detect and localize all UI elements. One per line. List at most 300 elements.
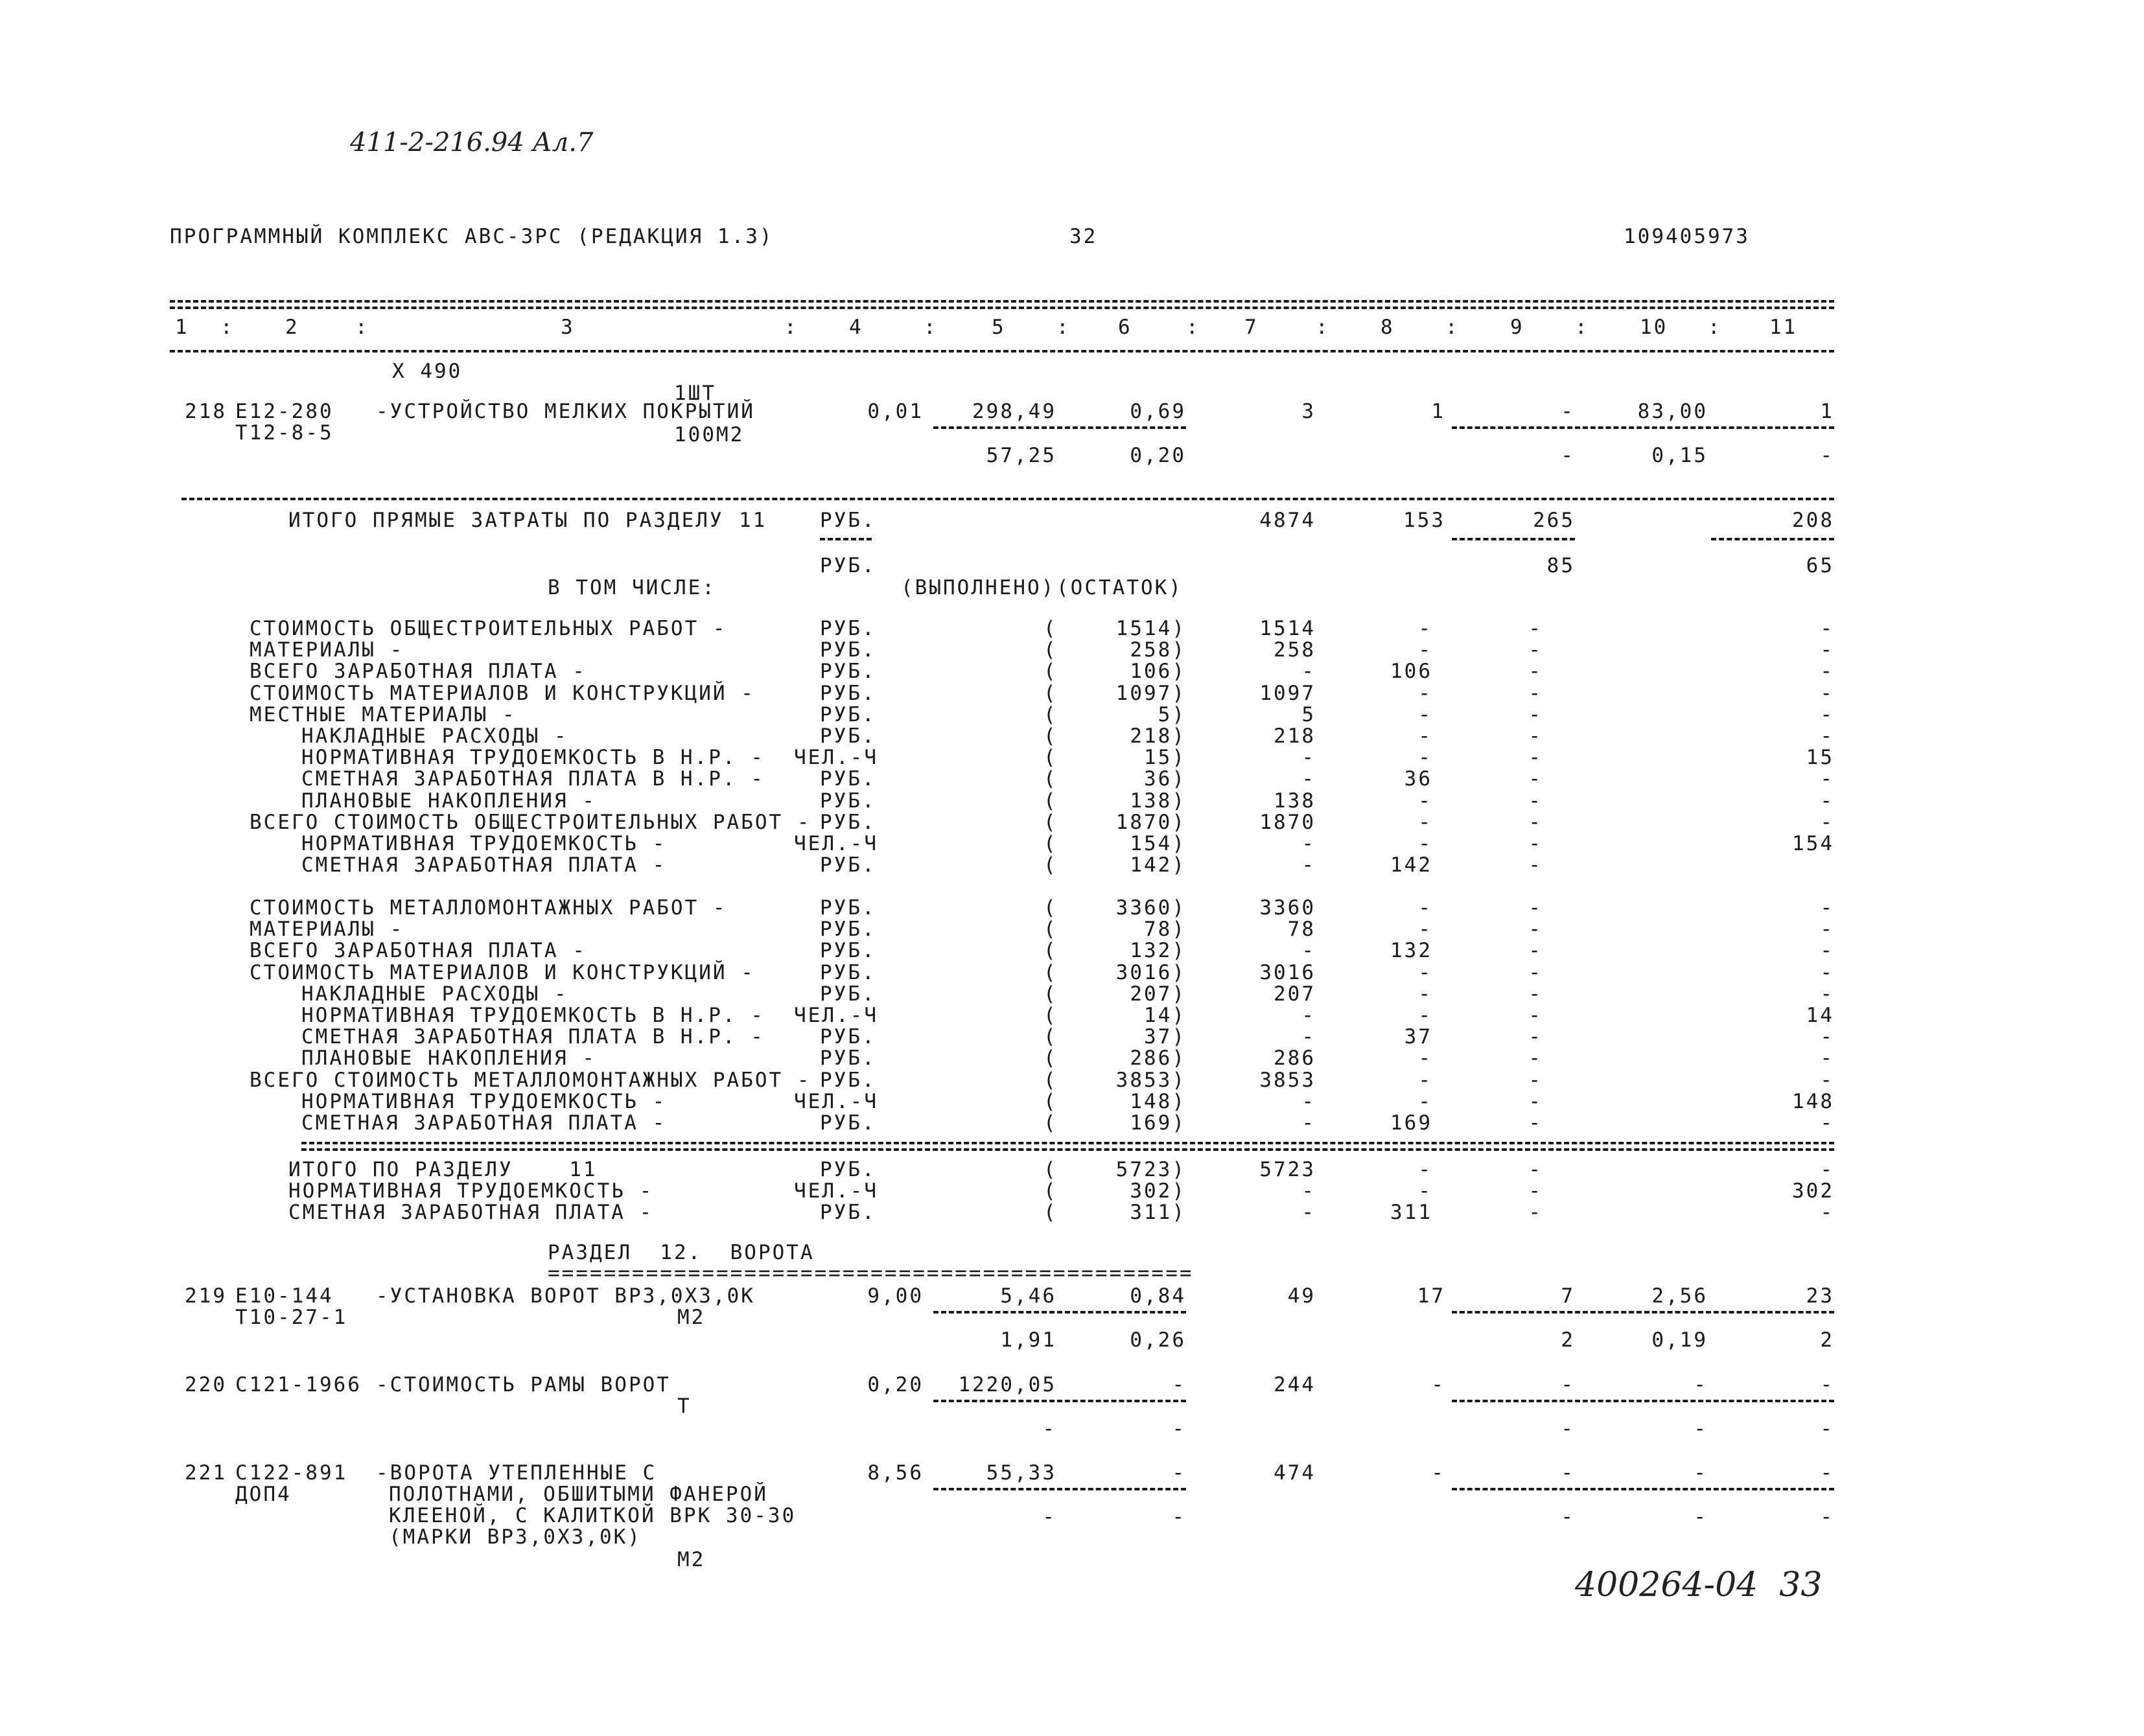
subtotal-rule (301, 1142, 1834, 1144)
column-header-2: 2 (285, 316, 299, 339)
metallomontazh-row-v8: - (1418, 961, 1432, 984)
column-header-6: 6 (1118, 316, 1132, 339)
section-total-row-v7: 5723 (1259, 1158, 1316, 1181)
metallomontazh-row-label: СТОИМОСТЬ МЕТАЛЛОМОНТАЖНЫХ РАБОТ - (250, 896, 727, 920)
obshchestroit-row-v9: - (1528, 660, 1543, 683)
item-221-name-line: КЛЕЕНОЙ, С КАЛИТКОЙ ВРК 30-30 (389, 1504, 797, 1527)
item-219-c8: 17 (1417, 1284, 1445, 1308)
obshchestroit-row-paren-open: ( (1043, 789, 1058, 813)
item-218-c9b: - (1561, 444, 1575, 467)
obshchestroit-row-unit: РУБ. (820, 660, 876, 683)
metallomontazh-row-paren-open: ( (1043, 918, 1058, 941)
metallomontazh-row-v9: - (1528, 1069, 1543, 1092)
item-218-prefix: X 490 (392, 360, 463, 383)
metallomontazh-row-v7: 3853 (1259, 1069, 1316, 1092)
obshchestroit-row-v6: 1097) (1115, 682, 1186, 705)
metallomontazh-row-v6: 148) (1130, 1090, 1186, 1113)
section-total-row-label: СМЕТНАЯ ЗАРАБОТНАЯ ПЛАТА - (288, 1201, 654, 1224)
item-221-c11: - (1820, 1461, 1834, 1485)
metallomontazh-row-unit: РУБ. (820, 1069, 876, 1092)
totals-rule-c9 (1452, 538, 1575, 540)
metallomontazh-row-v8: - (1418, 1069, 1432, 1092)
obshchestroit-row-label: МЕСТНЫЕ МАТЕРИАЛЫ - (250, 703, 517, 726)
metallomontazh-row-v7: - (1301, 1004, 1316, 1027)
obshchestroit-row-v7: 138 (1274, 789, 1316, 813)
metallomontazh-row-v9: - (1528, 1025, 1543, 1048)
obshchestroit-row-v7: 1514 (1259, 617, 1316, 640)
item-219-c5: 5,46 (1000, 1284, 1056, 1308)
metallomontazh-row-paren-open: ( (1043, 1111, 1058, 1135)
metallomontazh-row-v6: 169) (1130, 1111, 1186, 1135)
item-221-c6: - (1172, 1461, 1186, 1485)
obshchestroit-row-v11: - (1820, 638, 1834, 662)
metallomontazh-row-unit: РУБ. (820, 918, 876, 941)
metallomontazh-row-paren-open: ( (1043, 1090, 1058, 1113)
obshchestroit-row-label: МАТЕРИАЛЫ - (250, 638, 404, 662)
column-header-9: 9 (1510, 316, 1524, 339)
section-total-row-v8: 311 (1390, 1201, 1432, 1224)
item-220-c11b: - (1820, 1417, 1834, 1441)
obshchestroit-row-unit: РУБ. (820, 853, 876, 877)
section-total-row-unit: РУБ. (820, 1158, 876, 1181)
obshchestroit-row-v9: - (1528, 703, 1543, 726)
item-218-c11: 1 (1820, 400, 1834, 423)
metallomontazh-row-unit: РУБ. (820, 1025, 876, 1048)
obshchestroit-row-v6: 142) (1130, 853, 1186, 877)
obshchestroit-row-v8: - (1418, 789, 1432, 813)
item-221-c8: - (1431, 1461, 1445, 1485)
metallomontazh-row-v11: - (1820, 918, 1834, 941)
metallomontazh-row-v7: 286 (1274, 1047, 1316, 1070)
section-total-row-label: НОРМАТИВНАЯ ТРУДОЕМКОСТЬ - (288, 1179, 654, 1203)
metallomontazh-row-v6: 14) (1144, 1004, 1186, 1027)
obshchestroit-row-paren-open: ( (1043, 832, 1058, 855)
obshchestroit-row-v7: - (1301, 767, 1316, 791)
metallomontazh-row-v8: - (1418, 918, 1432, 941)
obshchestroit-row-label: НОРМАТИВНАЯ ТРУДОЕМКОСТЬ - (301, 832, 667, 855)
column-separator: : (1575, 316, 1589, 339)
totals-label: ИТОГО ПРЯМЫЕ ЗАТРАТЫ ПО РАЗДЕЛУ (288, 509, 724, 532)
metallomontazh-row-unit: РУБ. (820, 896, 876, 920)
item-221-name-line: (МАРКИ ВР3,0Х3,0К) (389, 1525, 642, 1549)
metallomontazh-row-unit: РУБ. (820, 1047, 876, 1070)
metallomontazh-row-label: СМЕТНАЯ ЗАРАБОТНАЯ ПЛАТА В Н.Р. - (301, 1025, 765, 1048)
item-219-c10b: 0,19 (1651, 1328, 1708, 1352)
section-total-row-v7: - (1301, 1201, 1316, 1224)
totals-c11: 208 (1792, 509, 1834, 532)
item-220-rule2 (1452, 1400, 1834, 1402)
obshchestroit-row-paren-open: ( (1043, 682, 1058, 705)
obshchestroit-row-label: ВСЕГО ЗАРАБОТНАЯ ПЛАТА - (250, 660, 587, 683)
obshchestroit-row-v8: 36 (1404, 767, 1432, 791)
totals-section: 11 (739, 509, 767, 532)
item-220-code: С121-1966 (235, 1373, 362, 1396)
obshchestroit-row-label: СТОИМОСТЬ МАТЕРИАЛОВ И КОНСТРУКЦИЙ - (250, 682, 755, 705)
metallomontazh-row-v8: - (1418, 1004, 1432, 1027)
program-title: ПРОГРАММНЫЙ КОМПЛЕКС АВС-3РС (РЕДАКЦИЯ 1.3) (170, 225, 774, 248)
obshchestroit-row-v7: - (1301, 746, 1316, 769)
totals-unit: РУБ. (820, 509, 876, 532)
item-218-unit-top: 1ШТ (674, 382, 716, 405)
item-220-name: -СТОИМОСТЬ РАМЫ ВОРОТ (376, 1373, 671, 1396)
item-221-rule2 (1452, 1488, 1834, 1490)
obshchestroit-row-unit: РУБ. (820, 682, 876, 705)
metallomontazh-row-v9: - (1528, 918, 1543, 941)
totals-c9: 265 (1533, 509, 1575, 532)
section-total-row-v7: - (1301, 1179, 1316, 1203)
metallomontazh-row-v9: - (1528, 896, 1543, 920)
item-221-c5: 55,33 (986, 1461, 1056, 1485)
metallomontazh-row-v9: - (1528, 982, 1543, 1006)
obshchestroit-row-v6: 154) (1130, 832, 1186, 855)
section-total-row-v6: 5723) (1115, 1158, 1186, 1181)
obshchestroit-row-v11: - (1820, 811, 1834, 834)
obshchestroit-row-v11: - (1820, 767, 1834, 791)
column-separator: : (1316, 316, 1330, 339)
section-total-row-v9: - (1528, 1201, 1543, 1224)
metallomontazh-row-unit: РУБ. (820, 1111, 876, 1135)
obshchestroit-row-unit: РУБ. (820, 811, 876, 834)
item-219-c9: 7 (1561, 1284, 1575, 1308)
obshchestroit-row-v6: 106) (1130, 660, 1186, 683)
section-total-row-v8: - (1418, 1158, 1432, 1181)
metallomontazh-row-v11: - (1820, 961, 1834, 984)
obshchestroit-row-label: СМЕТНАЯ ЗАРАБОТНАЯ ПЛАТА В Н.Р. - (301, 767, 765, 791)
metallomontazh-row-paren-open: ( (1043, 961, 1058, 984)
column-separator: : (784, 316, 798, 339)
obshchestroit-row-v8: - (1418, 682, 1432, 705)
item-219-code2: Т10-27-1 (235, 1306, 348, 1329)
metallomontazh-row-unit: ЧЕЛ.-Ч (794, 1090, 878, 1113)
metallomontazh-row-unit: РУБ. (820, 939, 876, 962)
item-219-c11: 23 (1806, 1284, 1834, 1308)
item-220-c9: - (1561, 1373, 1575, 1396)
obshchestroit-row-v11: - (1820, 703, 1834, 726)
section-rule (181, 498, 1834, 500)
item-219-rule2 (1452, 1311, 1834, 1314)
metallomontazh-row-v7: - (1301, 1090, 1316, 1113)
metallomontazh-row-v7: 3016 (1259, 961, 1316, 984)
metallomontazh-row-label: СТОИМОСТЬ МАТЕРИАЛОВ И КОНСТРУКЦИЙ - (250, 961, 755, 984)
metallomontazh-row-paren-open: ( (1043, 1069, 1058, 1092)
metallomontazh-row-v6: 3853) (1115, 1069, 1186, 1092)
obshchestroit-row-paren-open: ( (1043, 746, 1058, 769)
item-221-c10b: - (1694, 1505, 1708, 1529)
obshchestroit-row-v8: - (1418, 703, 1432, 726)
subtotal-rule-2 (301, 1148, 1834, 1151)
metallomontazh-row-paren-open: ( (1043, 982, 1058, 1006)
item-218-unit: 100М2 (674, 423, 745, 446)
item-219-code: Е10-144 (235, 1284, 334, 1308)
handwritten-doc-code: 411-2-216.94 Ал.7 (350, 128, 594, 157)
item-220-c5b: - (1042, 1417, 1056, 1441)
metallomontazh-row-v7: 78 (1287, 918, 1316, 941)
metallomontazh-row-paren-open: ( (1043, 939, 1058, 962)
column-header-4: 4 (849, 316, 863, 339)
column-header-5: 5 (992, 316, 1006, 339)
section-total-row-unit: ЧЕЛ.-Ч (794, 1179, 878, 1203)
obshchestroit-row-unit: РУБ. (820, 703, 876, 726)
item-218-code: Е12-280 (235, 400, 334, 423)
metallomontazh-row-paren-open: ( (1043, 1047, 1058, 1070)
metallomontazh-row-v11: - (1820, 1069, 1834, 1092)
totals-unit2: РУБ. (820, 554, 876, 577)
obshchestroit-row-v11: - (1820, 789, 1834, 813)
item-218-c10b: 0,15 (1651, 444, 1708, 467)
item-219-c9b: 2 (1561, 1328, 1575, 1352)
metallomontazh-row-label: СМЕТНАЯ ЗАРАБОТНАЯ ПЛАТА - (301, 1111, 667, 1135)
obshchestroit-row-v6: 258) (1130, 638, 1186, 662)
totals-c11b: 65 (1806, 554, 1834, 577)
obshchestroit-row-v7: 258 (1274, 638, 1316, 662)
obshchestroit-row-v9: - (1528, 767, 1543, 791)
metallomontazh-row-v8: - (1418, 1047, 1432, 1070)
item-220-c4: 0,20 (867, 1373, 924, 1396)
item-219-c10: 2,56 (1651, 1284, 1708, 1308)
metallomontazh-row-v11: - (1820, 1025, 1834, 1048)
obshchestroit-row-paren-open: ( (1043, 703, 1058, 726)
item-218-c4: 0,01 (867, 400, 924, 423)
section-total-row-v6: 311) (1130, 1201, 1186, 1224)
metallomontazh-row-v9: - (1528, 1090, 1543, 1113)
item-218-c6b: 0,20 (1130, 444, 1186, 467)
obshchestroit-row-label: ВСЕГО СТОИМОСТЬ ОБЩЕСТРОИТЕЛЬНЫХ РАБОТ - (250, 811, 811, 834)
item-219-name: -УСТАНОВКА ВОРОТ ВР3,0Х3,0К (376, 1284, 755, 1308)
item-220-c11: - (1820, 1373, 1834, 1396)
including-label: В ТОМ ЧИСЛЕ: (548, 576, 716, 599)
item-221-code: С122-891 (235, 1461, 348, 1485)
metallomontazh-row-v6: 132) (1130, 939, 1186, 962)
obshchestroit-row-v11: - (1820, 724, 1834, 748)
item-218-name: -УСТРОЙСТВО МЕЛКИХ ПОКРЫТИЙ (376, 400, 755, 423)
metallomontazh-row-v9: - (1528, 1004, 1543, 1027)
metallomontazh-row-v9: - (1528, 939, 1543, 962)
metallomontazh-row-label: ВСЕГО ЗАРАБОТНАЯ ПЛАТА - (250, 939, 587, 962)
obshchestroit-row-paren-open: ( (1043, 638, 1058, 662)
metallomontazh-row-label: НАКЛАДНЫЕ РАСХОДЫ - (301, 982, 568, 1006)
obshchestroit-row-v8: - (1418, 811, 1432, 834)
metallomontazh-row-v9: - (1528, 1047, 1543, 1070)
metallomontazh-row-label: ВСЕГО СТОИМОСТЬ МЕТАЛЛОМОНТАЖНЫХ РАБОТ - (250, 1069, 811, 1092)
column-separator: : (1056, 316, 1071, 339)
metallomontazh-row-unit: РУБ. (820, 961, 876, 984)
section-total-row-label: ИТОГО ПО РАЗДЕЛУ 11 (288, 1158, 598, 1181)
obshchestroit-row-unit: РУБ. (820, 789, 876, 813)
obshchestroit-row-v7: 1097 (1259, 682, 1316, 705)
item-219-num: 219 (185, 1284, 227, 1308)
item-221-c9b: - (1561, 1505, 1575, 1529)
obshchestroit-row-label: НАКЛАДНЫЕ РАСХОДЫ - (301, 724, 568, 748)
metallomontazh-row-label: НОРМАТИВНАЯ ТРУДОЕМКОСТЬ В Н.Р. - (301, 1004, 765, 1027)
item-221-num: 221 (185, 1461, 227, 1485)
obshchestroit-row-v7: - (1301, 853, 1316, 877)
item-218-c6: 0,69 (1130, 400, 1186, 423)
obshchestroit-row-label: НОРМАТИВНАЯ ТРУДОЕМКОСТЬ В Н.Р. - (301, 746, 765, 769)
section-total-row-paren-open: ( (1043, 1179, 1058, 1203)
obshchestroit-row-label: СТОИМОСТЬ ОБЩЕСТРОИТЕЛЬНЫХ РАБОТ - (250, 617, 727, 640)
obshchestroit-row-unit: РУБ. (820, 617, 876, 640)
item-220-c7: 244 (1274, 1373, 1316, 1396)
obshchestroit-row-v11: - (1820, 617, 1834, 640)
page-number: 32 (1069, 225, 1098, 248)
item-221-c5b: - (1042, 1505, 1056, 1529)
metallomontazh-row-label: НОРМАТИВНАЯ ТРУДОЕМКОСТЬ - (301, 1090, 667, 1113)
item-218-rule2 (1452, 426, 1834, 429)
item-221-c9: - (1561, 1461, 1575, 1485)
item-219-c5b: 1,91 (1000, 1328, 1056, 1352)
obshchestroit-row-v9: - (1528, 853, 1543, 877)
item-221-name-line: ПОЛОТНАМИ, ОБШИТЫМИ ФАНЕРОЙ (389, 1483, 768, 1506)
totals-rule-c11 (1711, 538, 1834, 540)
column-separator: : (355, 316, 369, 339)
obshchestroit-row-v8: 142 (1390, 853, 1432, 877)
obshchestroit-row-v9: - (1528, 746, 1543, 769)
item-218-c7: 3 (1301, 400, 1316, 423)
totals-rule-unit (820, 538, 872, 540)
totals-c7: 4874 (1259, 509, 1316, 532)
column-separator: : (1186, 316, 1200, 339)
item-221-c6b: - (1172, 1505, 1186, 1529)
item-220-rule (933, 1400, 1186, 1402)
section-total-row-v6: 302) (1130, 1179, 1186, 1203)
obshchestroit-row-v7: - (1301, 832, 1316, 855)
obshchestroit-row-v6: 218) (1130, 724, 1186, 748)
item-218-c8: 1 (1431, 400, 1445, 423)
obshchestroit-row-v9: - (1528, 617, 1543, 640)
section-total-row-v11: - (1820, 1158, 1834, 1181)
obshchestroit-row-unit: РУБ. (820, 767, 876, 791)
column-separator: : (1708, 316, 1722, 339)
obshchestroit-row-unit: РУБ. (820, 638, 876, 662)
metallomontazh-row-v6: 37) (1144, 1025, 1186, 1048)
obshchestroit-row-paren-open: ( (1043, 660, 1058, 683)
metallomontazh-row-label: ПЛАНОВЫЕ НАКОПЛЕНИЯ - (301, 1047, 596, 1070)
obshchestroit-row-v11: 154 (1792, 832, 1834, 855)
column-header-7: 7 (1244, 316, 1259, 339)
totals-c8: 153 (1403, 509, 1445, 532)
metallomontazh-row-v7: - (1301, 1025, 1316, 1048)
section-total-row-paren-open: ( (1043, 1158, 1058, 1181)
item-218-c9: - (1561, 400, 1575, 423)
section-total-row-v9: - (1528, 1179, 1543, 1203)
metallomontazh-row-v11: - (1820, 896, 1834, 920)
item-218-rule (933, 426, 1186, 429)
item-218-c5: 298,49 (972, 400, 1056, 423)
metallomontazh-row-paren-open: ( (1043, 896, 1058, 920)
item-219-rule (933, 1311, 1186, 1314)
column-header-11: 11 (1769, 316, 1798, 339)
document-number: 109405973 (1624, 225, 1750, 248)
metallomontazh-row-v6: 207) (1130, 982, 1186, 1006)
item-218-code2: Т12-8-5 (235, 421, 334, 445)
item-220-unit: Т (677, 1395, 692, 1418)
obshchestroit-row-unit: ЧЕЛ.-Ч (794, 832, 878, 855)
item-218-c10: 83,00 (1637, 400, 1708, 423)
obshchestroit-row-v6: 36) (1144, 767, 1186, 791)
metallomontazh-row-v11: - (1820, 1047, 1834, 1070)
obshchestroit-row-v7: 1870 (1259, 811, 1316, 834)
metallomontazh-row-v7: - (1301, 939, 1316, 962)
metallomontazh-row-v8: 37 (1404, 1025, 1432, 1048)
section-total-row-v11: - (1820, 1201, 1834, 1224)
obshchestroit-row-paren-open: ( (1043, 853, 1058, 877)
obshchestroit-row-v9: - (1528, 638, 1543, 662)
obshchestroit-row-v9: - (1528, 832, 1543, 855)
section-12-underline: ============================================== (548, 1262, 1194, 1285)
metallomontazh-row-paren-open: ( (1043, 1025, 1058, 1048)
section-12-title: РАЗДЕЛ 12. ВОРОТА (548, 1241, 815, 1264)
section-total-row-unit: РУБ. (820, 1201, 876, 1224)
section-total-row-v9: - (1528, 1158, 1543, 1181)
metallomontazh-row-v7: 3360 (1259, 896, 1316, 920)
item-220-c6: - (1172, 1373, 1186, 1396)
item-221-unit: М2 (677, 1548, 706, 1571)
obshchestroit-row-v8: - (1418, 746, 1432, 769)
metallomontazh-row-label: МАТЕРИАЛЫ - (250, 918, 404, 941)
item-218-c11b: - (1820, 444, 1834, 467)
item-219-c6b: 0,26 (1130, 1328, 1186, 1352)
metallomontazh-row-v6: 286) (1130, 1047, 1186, 1070)
obshchestroit-row-paren-open: ( (1043, 767, 1058, 791)
section-total-row-v11: 302 (1792, 1179, 1834, 1203)
metallomontazh-row-v8: 169 (1390, 1111, 1432, 1135)
obshchestroit-row-v9: - (1528, 724, 1543, 748)
column-header-1: 1 (175, 316, 189, 339)
column-separator: : (1445, 316, 1460, 339)
column-header-3: 3 (561, 316, 575, 339)
item-221-c10: - (1694, 1461, 1708, 1485)
item-220-c6b: - (1172, 1417, 1186, 1441)
item-220-c10: - (1694, 1373, 1708, 1396)
metallomontazh-row-v11: - (1820, 939, 1834, 962)
obshchestroit-row-unit: ЧЕЛ.-Ч (794, 746, 878, 769)
obshchestroit-row-v6: 138) (1130, 789, 1186, 813)
metallomontazh-row-v7: - (1301, 1111, 1316, 1135)
item-221-c4: 8,56 (867, 1461, 924, 1485)
metallomontazh-row-v11: 148 (1792, 1090, 1834, 1113)
metallomontazh-row-v8: 132 (1390, 939, 1432, 962)
obshchestroit-row-paren-open: ( (1043, 617, 1058, 640)
metallomontazh-row-v8: - (1418, 982, 1432, 1006)
column-header-8: 8 (1381, 316, 1395, 339)
obshchestroit-row-v6: 15) (1144, 746, 1186, 769)
obshchestroit-row-v9: - (1528, 811, 1543, 834)
obshchestroit-row-label: СМЕТНАЯ ЗАРАБОТНАЯ ПЛАТА - (301, 853, 667, 877)
obshchestroit-row-v11: - (1820, 660, 1834, 683)
header-rule-top-2 (170, 307, 1834, 309)
metallomontazh-row-v9: - (1528, 961, 1543, 984)
metallomontazh-row-v6: 78) (1144, 918, 1186, 941)
item-220-c5: 1220,05 (958, 1373, 1056, 1396)
obshchestroit-row-v8: - (1418, 832, 1432, 855)
obshchestroit-row-v8: - (1418, 617, 1432, 640)
item-218-num: 218 (185, 400, 227, 423)
section-total-row-paren-open: ( (1043, 1201, 1058, 1224)
item-218-c5b: 57,25 (986, 444, 1056, 467)
item-219-c6: 0,84 (1130, 1284, 1186, 1308)
obshchestroit-row-label: ПЛАНОВЫЕ НАКОПЛЕНИЯ - (301, 789, 596, 813)
handwritten-inventory-number: 400264-04 33 (1575, 1566, 1823, 1604)
column-separator: : (924, 316, 938, 339)
item-219-c7: 49 (1287, 1284, 1316, 1308)
metallomontazh-row-v6: 3016) (1115, 961, 1186, 984)
header-rule-bottom (170, 350, 1834, 353)
column-header-10: 10 (1640, 316, 1668, 339)
obshchestroit-row-v6: 5) (1158, 703, 1186, 726)
item-221-name-line: -ВОРОТА УТЕПЛЕННЫЕ С (376, 1461, 657, 1485)
obshchestroit-row-paren-open: ( (1043, 724, 1058, 748)
obshchestroit-row-v8: - (1418, 638, 1432, 662)
